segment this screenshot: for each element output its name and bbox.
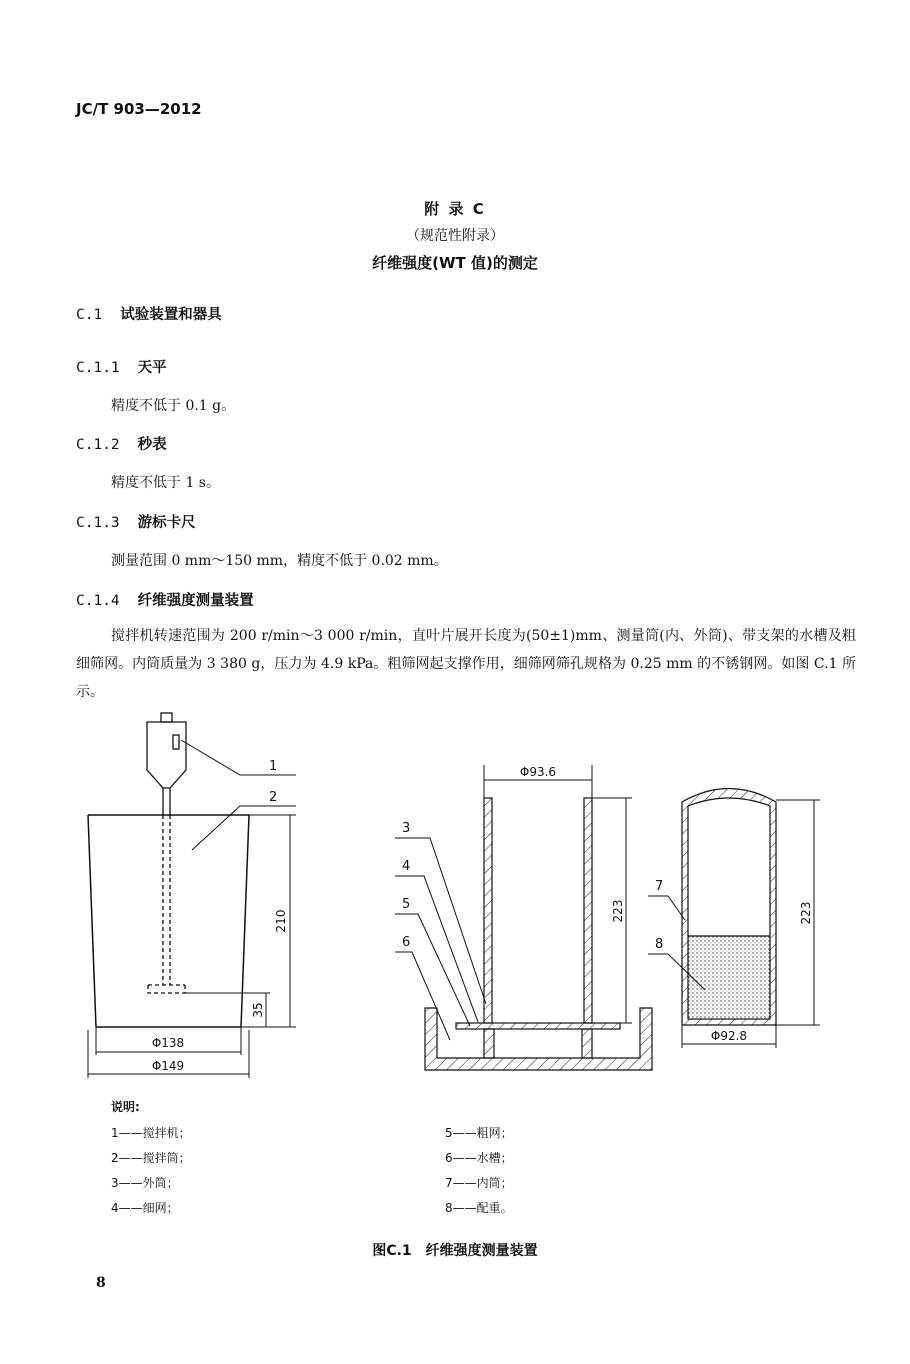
- legend-item: 3——外筒；: [111, 1176, 179, 1190]
- section-title: 天平: [137, 360, 167, 376]
- middle-dimension-lines: [484, 765, 632, 1023]
- stirrer-switch: [173, 735, 179, 749]
- legend-item: 5——粗网；: [445, 1126, 513, 1140]
- callout-6: 6: [402, 935, 411, 950]
- callout-4: 4: [402, 859, 411, 874]
- section-number: C.1: [76, 307, 103, 323]
- appendix-title: 纤维强度(WT 值)的测定: [372, 254, 538, 272]
- inner-cylinder: [682, 789, 776, 1026]
- section-title: 纤维强度测量装置: [137, 593, 254, 609]
- section-c11-heading: [76, 356, 167, 377]
- water-tank: [425, 1008, 652, 1070]
- appendix-type: （规范性附录）: [406, 228, 504, 244]
- dim-223-outer: 223: [611, 899, 625, 923]
- section-c1-heading: [76, 303, 222, 324]
- section-title: 秒表: [137, 437, 167, 453]
- standard-code: JC/T 903—2012: [76, 100, 202, 118]
- dim-35: 35: [251, 1002, 265, 1018]
- section-number: C.1.4: [76, 593, 120, 609]
- callout-2: 2: [269, 790, 278, 805]
- callout-7: 7: [655, 879, 664, 894]
- section-title: 游标卡尺: [137, 515, 196, 531]
- left-dimension-lines: [88, 815, 296, 1078]
- outer-cylinder: [484, 798, 592, 1023]
- dim-223-inner: 223: [799, 901, 813, 925]
- appendix-label: 附 录 C: [424, 200, 486, 218]
- counterweight: [688, 936, 770, 1019]
- figure-caption: 图C.1 纤维强度测量装置: [372, 1243, 538, 1259]
- dim-d138: Φ138: [151, 1036, 185, 1050]
- callout-8: 8: [655, 937, 664, 952]
- callout-5: 5: [402, 897, 411, 912]
- legend-item: 4——细网；: [111, 1201, 179, 1215]
- stirrer-motor: [147, 722, 186, 788]
- section-title: 试验装置和器具: [120, 307, 222, 323]
- stirring-cylinder: [88, 815, 249, 1027]
- section-number: C.1.3: [76, 515, 120, 531]
- section-c12-text: 精度不低于 1 s。: [111, 475, 220, 491]
- dim-210: 210: [274, 909, 288, 933]
- stirrer-assembly: [147, 713, 186, 993]
- legend-item: 7——内筒；: [445, 1176, 513, 1190]
- section-c14-text: 搅拌机转速范围为 200 r/min～3 000 r/min，直叶片展开长度为(50±1)mm、测量筒(内、外筒)、带支架的水槽及粗细筛网。内筒质量为 3 380 g，压力为 4.9 kPa。粗筛网起支撑作用，细筛网筛孔规格为 0.25 mm 的不锈钢网。如图 C.1 所示。: [76, 628, 856, 700]
- section-c14-heading: [76, 589, 254, 610]
- legend-item: 1——搅拌机；: [111, 1126, 191, 1140]
- legend-item: 8——配重。: [445, 1201, 513, 1215]
- section-c11-text: 精度不低于 0.1 g。: [111, 398, 236, 414]
- section-c13-heading: [76, 511, 196, 532]
- callout-3: 3: [402, 821, 411, 836]
- stirrer-knob: [161, 713, 172, 722]
- dim-d93-6: Φ93.6: [519, 765, 557, 779]
- callout-leaders-left: [181, 740, 296, 850]
- section-number: C.1.2: [76, 437, 120, 453]
- legend-item: 2——搅拌筒；: [111, 1151, 191, 1165]
- dim-d92-8: Φ92.8: [710, 1029, 748, 1043]
- section-c12-heading: [76, 433, 167, 454]
- section-number: C.1.1: [76, 360, 120, 376]
- legend-title: 说明:: [111, 1100, 140, 1114]
- section-c13-text: 测量范围 0 mm～150 mm，精度不低于 0.02 mm。: [111, 553, 448, 569]
- figure-c1-drawing: [0, 700, 910, 1100]
- callout-1: 1: [269, 759, 278, 774]
- dim-d149: Φ149: [151, 1059, 185, 1073]
- mesh-screens: [456, 1023, 620, 1029]
- page-number: 8: [96, 1275, 106, 1291]
- legend-item: 6——水槽；: [445, 1151, 513, 1165]
- stirrer-blade: [148, 985, 185, 993]
